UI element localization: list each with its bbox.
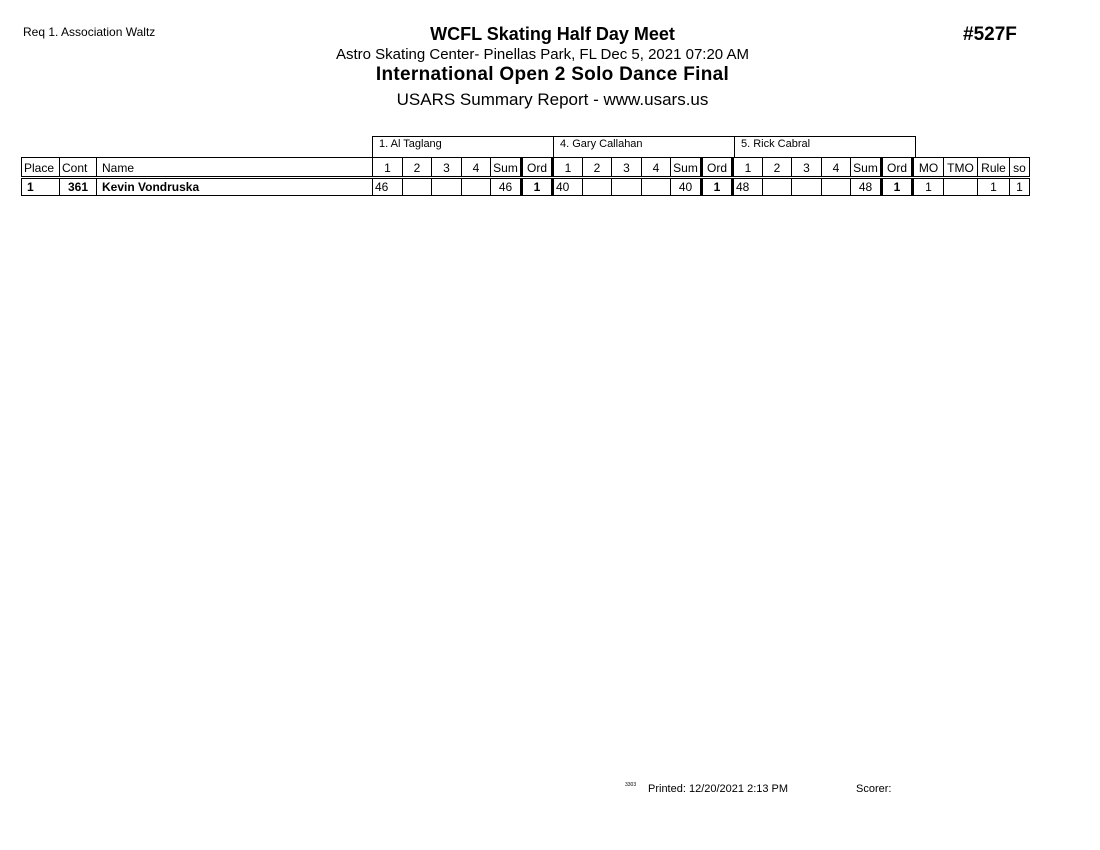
cell-j3-s2 bbox=[763, 178, 792, 196]
meet-title: WCFL Skating Half Day Meet bbox=[430, 24, 675, 44]
col-j2-1: 1 bbox=[553, 158, 583, 178]
cell-j2-s3 bbox=[612, 178, 642, 196]
scorer-label: Scorer: bbox=[856, 783, 892, 795]
cell-j1-ord: 1 bbox=[522, 178, 553, 196]
printed-timestamp: Printed: 12/20/2021 2:13 PM bbox=[648, 783, 789, 795]
table-header-row bbox=[22, 158, 1030, 178]
footer-code: 3303 bbox=[625, 782, 637, 788]
col-j3-2: 2 bbox=[763, 158, 792, 178]
col-j1-3: 3 bbox=[432, 158, 462, 178]
col-j2-2: 2 bbox=[583, 158, 612, 178]
cell-j3-s1: 48 bbox=[733, 178, 763, 196]
col-j1-4: 4 bbox=[462, 158, 491, 178]
col-so: so bbox=[1010, 158, 1030, 178]
col-j2-3: 3 bbox=[612, 158, 642, 178]
cell-j2-s2 bbox=[583, 178, 612, 196]
col-rule: Rule bbox=[978, 158, 1010, 178]
col-j2-sum: Sum bbox=[671, 158, 702, 178]
cell-j2-s1: 40 bbox=[553, 178, 583, 196]
col-j3-1: 1 bbox=[733, 158, 763, 178]
cell-tmo bbox=[944, 178, 978, 196]
col-j3-3: 3 bbox=[792, 158, 822, 178]
request-label: Req 1. Association Waltz bbox=[23, 25, 156, 39]
venue-date: Astro Skating Center- Pinellas Park, FL Dec 5, 2021 07:20 AM bbox=[336, 46, 749, 63]
cell-cont: 361 bbox=[60, 178, 97, 196]
summary-table bbox=[21, 157, 1030, 196]
col-cont: Cont bbox=[60, 158, 97, 178]
cell-j2-ord: 1 bbox=[702, 178, 733, 196]
cell-so: 1 bbox=[1010, 178, 1030, 196]
col-j1-sum: Sum bbox=[491, 158, 522, 178]
col-mo: MO bbox=[913, 158, 944, 178]
col-tmo: TMO bbox=[944, 158, 978, 178]
cell-j1-s2 bbox=[403, 178, 432, 196]
cell-j1-s3 bbox=[432, 178, 462, 196]
cell-rule: 1 bbox=[978, 178, 1010, 196]
cell-j3-sum: 48 bbox=[851, 178, 882, 196]
col-j1-2: 2 bbox=[403, 158, 432, 178]
col-j1-1: 1 bbox=[373, 158, 403, 178]
event-name: International Open 2 Solo Dance Final bbox=[375, 64, 730, 85]
table-row bbox=[22, 178, 1030, 196]
cell-place: 1 bbox=[22, 178, 60, 196]
judge-header-1: 1. Al Taglang bbox=[372, 136, 554, 157]
cell-j3-s4 bbox=[822, 178, 851, 196]
col-j3-ord: Ord bbox=[882, 158, 913, 178]
cell-name: Kevin Vondruska bbox=[97, 178, 373, 196]
cell-j1-sum: 46 bbox=[491, 178, 522, 196]
col-j2-4: 4 bbox=[642, 158, 671, 178]
col-j3-4: 4 bbox=[822, 158, 851, 178]
cell-j3-ord: 1 bbox=[882, 178, 913, 196]
cell-j2-sum: 40 bbox=[671, 178, 702, 196]
event-number: #527F bbox=[963, 24, 1017, 45]
judge-header-3: 5. Rick Cabral bbox=[734, 136, 916, 157]
report-title: USARS Summary Report - www.usars.us bbox=[396, 90, 709, 109]
cell-j1-s4 bbox=[462, 178, 491, 196]
col-place: Place bbox=[22, 158, 60, 178]
cell-j2-s4 bbox=[642, 178, 671, 196]
judge-header-2: 4. Gary Callahan bbox=[553, 136, 735, 157]
col-j1-ord: Ord bbox=[522, 158, 553, 178]
cell-j1-s1: 46 bbox=[373, 178, 403, 196]
col-j2-ord: Ord bbox=[702, 158, 733, 178]
col-name: Name bbox=[97, 158, 373, 178]
cell-j3-s3 bbox=[792, 178, 822, 196]
col-j3-sum: Sum bbox=[851, 158, 882, 178]
cell-mo: 1 bbox=[913, 178, 944, 196]
